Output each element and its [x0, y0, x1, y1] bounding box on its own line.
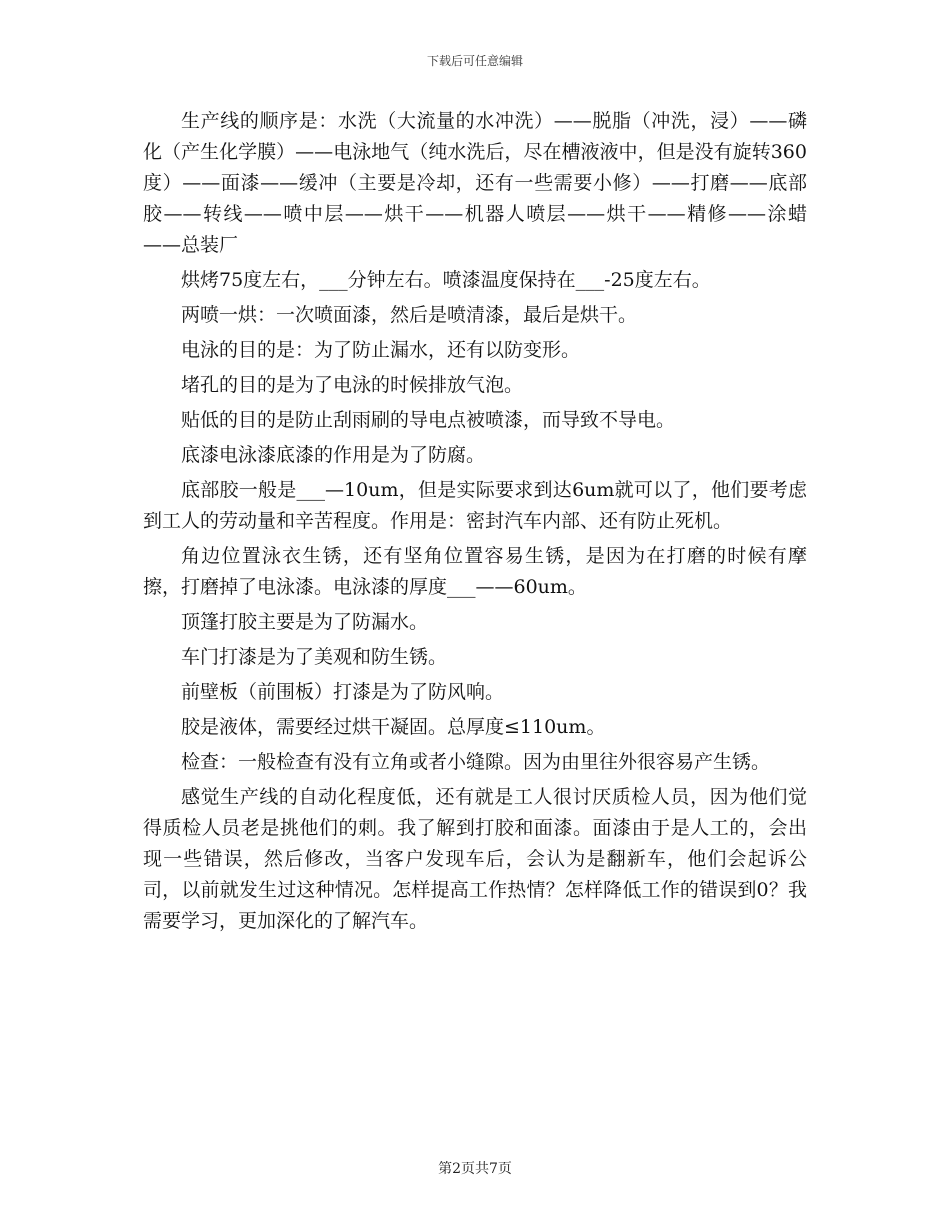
- page-header: 下载后可任意编辑: [426, 54, 523, 68]
- paragraph-front-panel: 前壁板（前围板）打漆是为了防风响。: [181, 681, 505, 703]
- paragraph-corner-rust: 角边位置泳衣生锈，还有坚角位置容易生锈，是因为在打磨的时候有摩擦，打磨掉了电泳漆。电泳漆的厚度___——60um。: [143, 545, 807, 598]
- paragraph-baking: 烘烤75度左右，___分钟左右。喷漆温度保持在___-25度左右。: [181, 269, 711, 291]
- document-body: [143, 106, 807, 937]
- page-footer: 第2页共7页: [438, 1161, 512, 1177]
- paragraph-hole-plugging: 堵孔的目的是为了电泳的时候排放气泡。: [181, 374, 524, 396]
- paragraph-production-sequence: 生产线的顺序是：水洗（大流量的水冲洗）——脱脂（冲洗，浸）——磷化（产生化学膜）——电泳地气（纯水洗后，尽在槽液液中，但是没有旋转360度）——面漆——缓冲（主要是冷却，还有一些需要小修）——打磨——底部胶——转线——喷中层——烘干——机器人喷层——烘干——精修——涂蜡——总装厂: [143, 110, 807, 256]
- paragraph-electrophoresis-purpose: 电泳的目的是：为了防止漏水，还有以防变形。: [181, 339, 581, 361]
- paragraph-primer: 底漆电泳漆底漆的作用是为了防腐。: [181, 444, 486, 466]
- paragraph-glue-thickness: 胶是液体，需要经过烘干凝固。总厚度≤110um。: [181, 716, 606, 738]
- paragraph-underbody-glue: 底部胶一般是___—10um，但是实际要求到达6um就可以了，他们要考虑到工人的劳动量和辛苦程度。作用是：密封汽车内部、还有防止死机。: [143, 479, 807, 532]
- paragraph-roof-glue: 顶篷打胶主要是为了防漏水。: [181, 611, 429, 633]
- paragraph-reflection: 感觉生产线的自动化程度低，还有就是工人很讨厌质检人员，因为他们觉得质检人员老是挑他们的刺。我了解到打胶和面漆。面漆由于是人工的，会出现一些错误，然后修改，当客户发现车后，会认为是翻新车，他们会起诉公司，以前就发生过这种情况。怎样提高工作热情？怎样降低工作的错误到0？我需要学习，更加深化的了解汽车。: [143, 786, 807, 932]
- paragraph-two-spray-one-bake: 两喷一烘：一次喷面漆，然后是喷清漆，最后是烘干。: [181, 304, 638, 326]
- paragraph-taping: 贴低的目的是防止刮雨刷的导电点被喷漆，而导致不导电。: [181, 409, 676, 431]
- paragraph-inspection: 检查：一般检查有没有立角或者小缝隙。因为由里往外很容易产生锈。: [181, 751, 771, 773]
- paragraph-door-paint: 车门打漆是为了美观和防生锈。: [181, 646, 448, 668]
